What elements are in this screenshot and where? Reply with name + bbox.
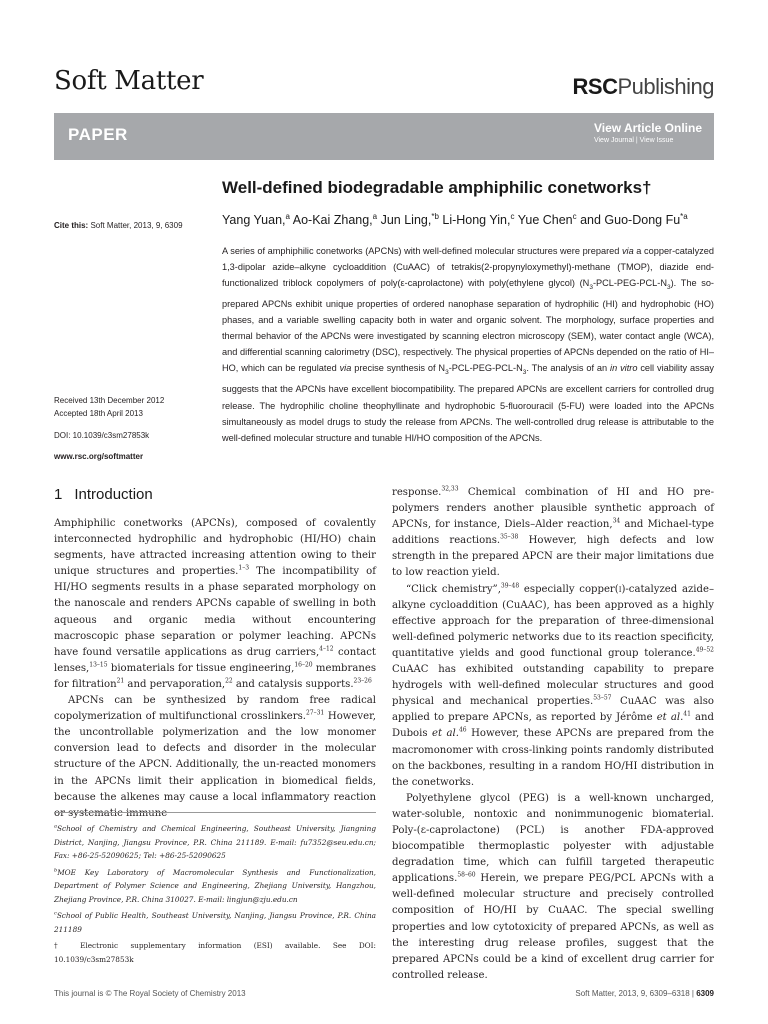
journal-website-link[interactable]: www.rsc.org/softmatter <box>54 452 144 461</box>
footer-copyright: This journal is © The Royal Society of Chemistry 2013 <box>54 989 246 998</box>
footnote: † Electronic supplementary information (ESI) available. See DOI: 10.1039/c3sm27853k <box>54 941 376 964</box>
received-date: Received 13th December 2012 <box>54 396 165 405</box>
paragraph: response.$^{32,33}$ Chemical combination of HI and HO pre-polymers renders another plausible synthetic approach of APCNs, for instance, Diels–Alder reaction,$^{34}$ and Michael-type additions reactions.$^{35-38}$ However, high defects and low strength in the prepared APCN are their major limitations due to low reaction yield. <box>392 485 714 579</box>
cite-this <box>54 221 214 230</box>
view-journal-issue-links[interactable]: View Journal | View Issue <box>593 137 674 144</box>
paragraph: APCNs can be synthesized by random free radical copolymerization of multifunctional crosslinkers.$^{27-31}$ However, the uncontrollable polymerization and the low monomer conversion lead to defects and disorder in the molecular structure of the APCN. Additionally, the un-reacted monomers in the APCNs limit their application in biomedical fields, because the alkenes may cause a local inflammatory reaction or systematic immune <box>54 695 376 819</box>
section-number: 1 <box>54 486 63 503</box>
section-heading-introduction <box>54 486 153 503</box>
publisher-logo-light: Publishing <box>617 74 714 99</box>
footnote: $^b$MOE Key Laboratory of Macromolecular Synthesis and Functionalization, Department of Polymer Science and Engineering, Zhejiang University, Hangzhou, Zhejiang Province, P.R. China 310027. E-mail: lingjun@zju.edu.cn <box>54 867 376 904</box>
paper-banner <box>54 113 714 160</box>
doi[interactable]: DOI: 10.1039/c3sm27853k <box>54 431 150 440</box>
cite-label: Cite this: <box>54 221 89 230</box>
paragraph: Polyethylene glycol (PEG) is a well-known uncharged, water-soluble, nontoxic and nonimmunogenic biomaterial. Poly-(ε-caprolactone) (PCL) is another FDA-approved biocompatible thermoplastic polyester with adjustable degradation time, which can fulfill targeted therapeutic applications.$^{58-60}$ Herein, we prepare PEG/PCL APCNs with a well-defined molecular structure and precisely controlled composition of HO/HI by CuAAC. The special swelling properties and low cytotoxicity of prepared APCNs, as well as the interesting drug release profiles, suggest that the prepared APCNs could be a kind of excellent drug carrier for controlled release. <box>392 792 714 981</box>
paper-type-label: PAPER <box>68 125 128 144</box>
publisher-logo-bold: RSC <box>572 74 618 99</box>
body-column-right <box>392 485 714 984</box>
footnote: $^a$School of Chemistry and Chemical Engineering, Southeast University, Jiangning District, Nanjing, Jiangsu Province, P.R. China 211189. E-mail: fu7352@seu.edu.cn; Fax: +86-25-52090625; Tel: +86-25-52090625 <box>54 823 376 860</box>
author-list: Yang Yuan,$^a$ Ao-Kai Zhang,$^a$ Jun Ling,$^{*b}$ Li-Hong Yin,$^c$ Yue Chen$^c$ and Guo-Dong Fu$^{*a}$ <box>222 212 688 228</box>
body-column-left <box>54 516 376 822</box>
paragraph: Amphiphilic conetworks (APCNs), composed of covalently interconnected hydrophilic and hydrophobic (HI/HO) chain segments, have attracted increasing attention owing to their unique structures and properties.$^{1-3}$ The incompatibility of HI/HO segments results in a phase separated morphology on the nanoscale and renders APCNs capable of swelling in both aqueous and organic media without encountering macroscopic phase separation or polymer leaching. APCNs have found versatile applications as drug carriers,$^{4-12}$ contact lenses,$^{13-15}$ biomaterials for tissue engineering,$^{16-20}$ membranes for filtration$^{21}$ and pervaporation,$^{22}$ and catalysis supports.$^{23-26}$ <box>54 518 376 690</box>
accepted-date: Accepted 18th April 2013 <box>54 409 143 418</box>
view-online-block <box>594 121 702 144</box>
cite-text: Soft Matter, 2013, 9, 6309 <box>90 221 183 230</box>
footer-citation <box>575 989 714 998</box>
footnote: $^c$School of Public Health, Southeast University, Nanjing, Jiangsu Province, P.R. China 211189 <box>54 910 376 934</box>
footer-citation-text: Soft Matter, 2013, 9, 6309–6318 | <box>575 989 694 998</box>
footnote-divider <box>54 812 376 813</box>
publisher-logo[interactable] <box>573 74 714 100</box>
affiliation-footnotes <box>54 822 376 969</box>
abstract: A series of amphiphilic conetworks (APCNs) with well-defined molecular structures were prepared via a copper-catalyzed 1,3-dipolar azide–alkyne cycloaddition (CuAAC) of tetrakis(2-propynyloxymethyl)-methane (TMOP), diazide end-functionalized triblock copolymers of poly(ε-caprolactone) with poly(ethylene glycol) $(N_3-PCL-PEG-PCL-N_3)$. The so-prepared APCNs exhibit unique properties of ordered nanophase separation of hydrophilic (HI) and hydrophobic (HO) phases, and a variable swelling capacity both in water and organic solvent. The morphology, surface properties and thermal behavior of the APCNs were investigated by scanning electron microscopy (SEM), water contact angle (WCA), and differential scanning calorimetry (DSC), respectively. The physical properties of APCNs depended on the ratio of HI–HO, which can be regulated via precise synthesis of $N_3-PCL-PEG-PCL-N_3$. The analysis of an in vitro cell viability assay suggests that the APCNs have excellent biocompatibility. The prepared APCNs are excellent carriers for controlled drug release. The hydrophilic choline theophyllinate and hydrophobic 5-fluorouracil (5-FU) were loaded into the APCNs simultaneously as model drugs to study the release from APCNs. The well-controlled drug release is attributable to the well-defined molecular structure and tunable HI/HO composition of the APCNs. <box>222 246 714 443</box>
journal-title: Soft Matter <box>54 66 204 96</box>
paragraph: “Click chemistry”,$^{39-48}$ especially copper(i)-catalyzed azide–alkyne cycloaddition (CuAAC), has been approved as a highly effective approach for the preparation of three-dimensional well-defined polymeric networks due to its reaction specificity, quantitative yields and good functional group tolerance.$^{49-52}$ CuAAC has exhibited outstanding capability to prepare hydrogels with well-defined molecular structures and good physical and mechanical properties.$^{53-57}$ CuAAC was also applied to prepare APCNs, as reported by Jérôme et al.$^{41}$ and Dubois et al.$^{46}$ However, these APCNs are prepared from the macromonomer with cross-linking points randomly distributed on the backbones, resulting in a random HO/HI distribution in the conetworks. <box>392 582 715 788</box>
article-title: Well-defined biodegradable amphiphilic conetworks† <box>222 178 652 197</box>
section-title: Introduction <box>74 486 153 503</box>
page-number: 6309 <box>696 989 714 998</box>
view-article-online-link[interactable]: View Article Online <box>593 121 702 135</box>
